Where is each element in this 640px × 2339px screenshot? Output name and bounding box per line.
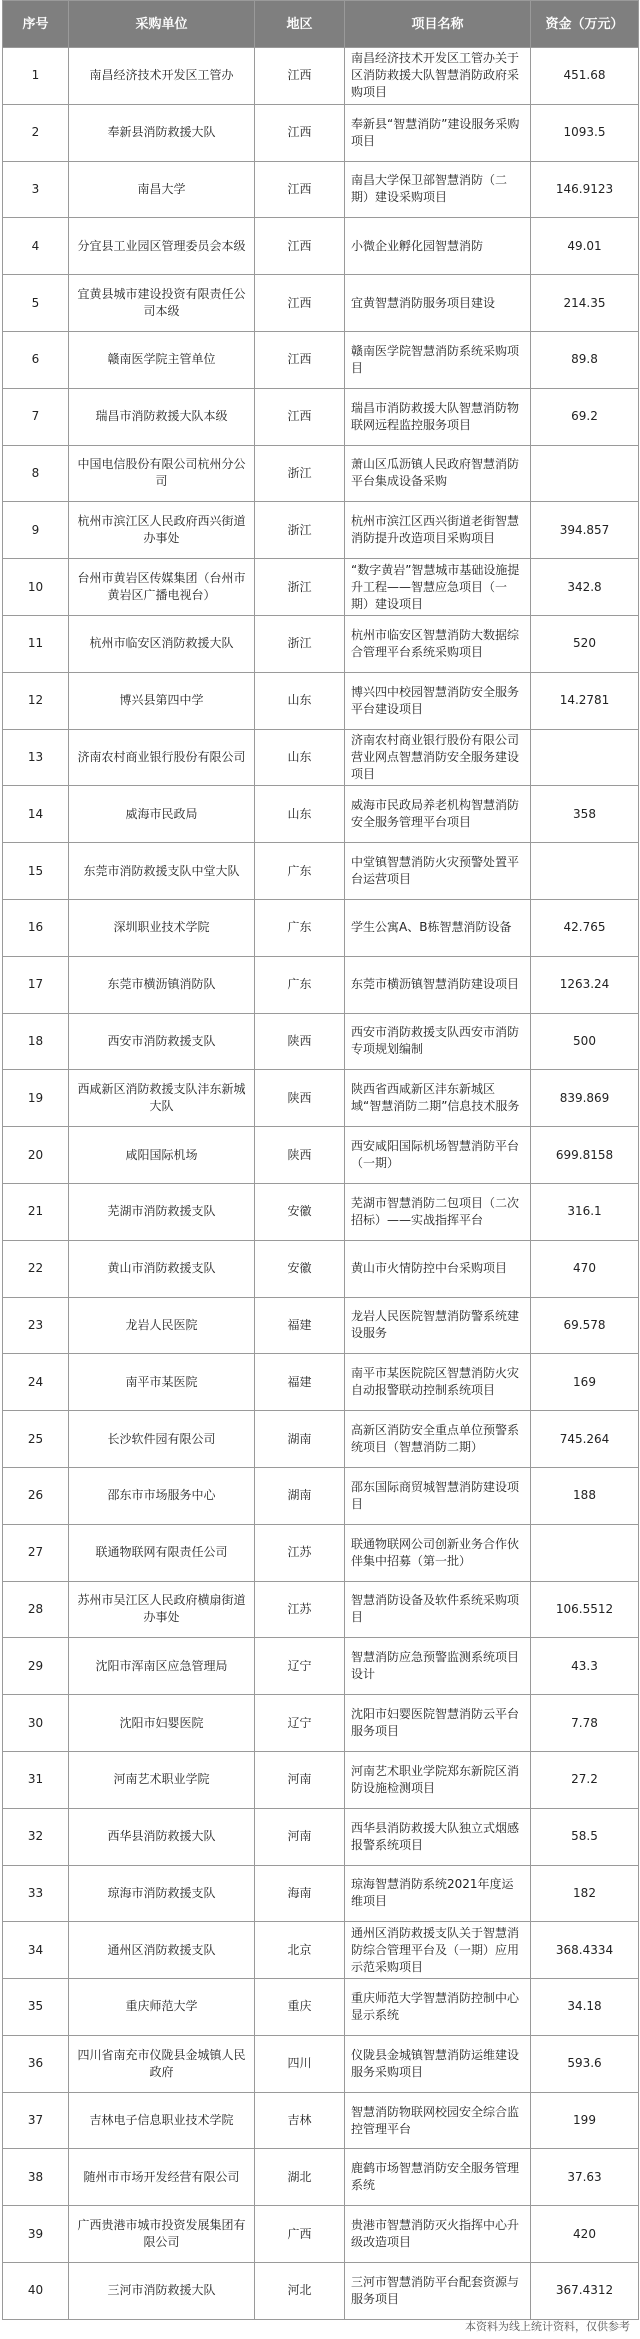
cell-no: 33 [3, 1865, 69, 1922]
cell-region: 福建 [255, 1297, 345, 1354]
cell-project: 黄山市火情防控中台采购项目 [345, 1240, 531, 1297]
cell-unit: 深圳职业技术学院 [69, 899, 255, 956]
cell-project: 西安咸阳国际机场智慧消防平台（一期） [345, 1127, 531, 1184]
table-row [3, 1411, 639, 1468]
cell-no: 26 [3, 1467, 69, 1524]
cell-region: 江西 [255, 275, 345, 332]
cell-no: 6 [3, 331, 69, 388]
cell-project: 通州区消防救援支队关于智慧消防综合管理平台及（一期）应用示范采购项目 [345, 1922, 531, 1979]
cell-no: 16 [3, 899, 69, 956]
cell-unit: 博兴县第四中学 [69, 672, 255, 729]
cell-region: 湖南 [255, 1467, 345, 1524]
procurement-table [2, 0, 639, 2320]
table-row [3, 1695, 639, 1752]
cell-amount: 43.3 [531, 1638, 639, 1695]
table-row [3, 218, 639, 275]
cell-unit: 西安市消防救援支队 [69, 1013, 255, 1070]
cell-amount: 394.857 [531, 502, 639, 559]
cell-amount: 89.8 [531, 331, 639, 388]
cell-unit: 南昌经济技术开发区工管办 [69, 48, 255, 105]
cell-project: 西华县消防救援大队独立式烟感报警系统项目 [345, 1808, 531, 1865]
cell-amount: 58.5 [531, 1808, 639, 1865]
cell-region: 广东 [255, 956, 345, 1013]
cell-no: 3 [3, 161, 69, 218]
cell-amount: 342.8 [531, 559, 639, 616]
cell-project: 河南艺术职业学院郑东新院区消防设施检测项目 [345, 1751, 531, 1808]
cell-amount: 37.63 [531, 2149, 639, 2206]
cell-unit: 吉林电子信息职业技术学院 [69, 2092, 255, 2149]
cell-no: 1 [3, 48, 69, 105]
cell-project: “数字黄岩”智慧城市基础设施提升工程——智慧应急项目（一期）建设项目 [345, 559, 531, 616]
table-row [3, 331, 639, 388]
table-row [3, 275, 639, 332]
cell-no: 12 [3, 672, 69, 729]
table-row [3, 2263, 639, 2320]
cell-no: 38 [3, 2149, 69, 2206]
cell-unit: 东莞市消防救援支队中堂大队 [69, 843, 255, 900]
cell-no: 20 [3, 1127, 69, 1184]
table-row [3, 1354, 639, 1411]
cell-no: 17 [3, 956, 69, 1013]
cell-region: 湖北 [255, 2149, 345, 2206]
table-row [3, 502, 639, 559]
cell-project: 宜黄智慧消防服务项目建设 [345, 275, 531, 332]
table-header [3, 1, 639, 48]
table-row [3, 1524, 639, 1581]
table-row [3, 1922, 639, 1979]
cell-amount: 1093.5 [531, 104, 639, 161]
cell-project: 高新区消防安全重点单位预警系统项目（智慧消防二期） [345, 1411, 531, 1468]
header-unit: 采购单位 [69, 1, 255, 48]
cell-amount: 106.5512 [531, 1581, 639, 1638]
table-row [3, 2035, 639, 2092]
table-row [3, 2092, 639, 2149]
cell-project: 中堂镇智慧消防火灾预警处置平台运营项目 [345, 843, 531, 900]
cell-region: 山东 [255, 729, 345, 786]
cell-unit: 沈阳市浑南区应急管理局 [69, 1638, 255, 1695]
table-row [3, 615, 639, 672]
cell-project: 南昌经济技术开发区工管办关于区消防救援大队智慧消防政府采购项目 [345, 48, 531, 105]
cell-unit: 黄山市消防救援支队 [69, 1240, 255, 1297]
cell-amount: 14.2781 [531, 672, 639, 729]
cell-region: 安徽 [255, 1183, 345, 1240]
table-row [3, 1183, 639, 1240]
cell-project: 芜湖市智慧消防二包项目（二次招标）——实战指挥平台 [345, 1183, 531, 1240]
cell-region: 浙江 [255, 615, 345, 672]
cell-project: 仪陇县金城镇智慧消防运维建设服务采购项目 [345, 2035, 531, 2092]
cell-region: 江西 [255, 48, 345, 105]
cell-region: 广东 [255, 843, 345, 900]
cell-amount: 42.765 [531, 899, 639, 956]
cell-region: 浙江 [255, 502, 345, 559]
cell-no: 40 [3, 2263, 69, 2320]
table-row [3, 1297, 639, 1354]
cell-amount: 188 [531, 1467, 639, 1524]
cell-amount: 520 [531, 615, 639, 672]
cell-project: 杭州市滨江区西兴街道老街智慧消防提升改造项目采购项目 [345, 502, 531, 559]
cell-amount: 199 [531, 2092, 639, 2149]
cell-amount: 420 [531, 2206, 639, 2263]
cell-region: 河南 [255, 1751, 345, 1808]
cell-project: 三河市智慧消防平台配套资源与服务项目 [345, 2263, 531, 2320]
cell-unit: 东莞市横沥镇消防队 [69, 956, 255, 1013]
cell-amount: 214.35 [531, 275, 639, 332]
cell-unit: 济南农村商业银行股份有限公司 [69, 729, 255, 786]
cell-project: 智慧消防物联网校园安全综合监控管理平台 [345, 2092, 531, 2149]
header-region: 地区 [255, 1, 345, 48]
header-row [3, 1, 639, 48]
cell-amount: 593.6 [531, 2035, 639, 2092]
table-row [3, 1013, 639, 1070]
cell-project: 龙岩人民医院智慧消防警系统建设服务 [345, 1297, 531, 1354]
cell-amount: 34.18 [531, 1979, 639, 2036]
cell-no: 9 [3, 502, 69, 559]
cell-region: 江苏 [255, 1581, 345, 1638]
table-row [3, 672, 639, 729]
cell-no: 4 [3, 218, 69, 275]
cell-unit: 联通物联网有限责任公司 [69, 1524, 255, 1581]
table-row [3, 899, 639, 956]
cell-region: 湖南 [255, 1411, 345, 1468]
cell-unit: 瑞昌市消防救援大队本级 [69, 388, 255, 445]
cell-no: 21 [3, 1183, 69, 1240]
cell-no: 28 [3, 1581, 69, 1638]
table-row [3, 1808, 639, 1865]
cell-unit: 西咸新区消防救援支队沣东新城大队 [69, 1070, 255, 1127]
cell-amount: 169 [531, 1354, 639, 1411]
cell-project: 贵港市智慧消防灭火指挥中心升级改造项目 [345, 2206, 531, 2263]
cell-region: 江西 [255, 388, 345, 445]
cell-no: 27 [3, 1524, 69, 1581]
cell-unit: 台州市黄岩区传媒集团（台州市黄岩区广播电视台） [69, 559, 255, 616]
cell-project: 智慧消防应急预警监测系统项目设计 [345, 1638, 531, 1695]
cell-amount: 69.2 [531, 388, 639, 445]
table-row [3, 1240, 639, 1297]
cell-project: 小微企业孵化园智慧消防 [345, 218, 531, 275]
cell-project: 南昌大学保卫部智慧消防（二期）建设采购项目 [345, 161, 531, 218]
cell-amount: 470 [531, 1240, 639, 1297]
cell-no: 10 [3, 559, 69, 616]
cell-region: 辽宁 [255, 1695, 345, 1752]
cell-amount: 146.9123 [531, 161, 639, 218]
cell-project: 萧山区瓜沥镇人民政府智慧消防平台集成设备采购 [345, 445, 531, 502]
cell-unit: 南平市某医院 [69, 1354, 255, 1411]
cell-no: 39 [3, 2206, 69, 2263]
cell-no: 25 [3, 1411, 69, 1468]
cell-no: 19 [3, 1070, 69, 1127]
cell-amount: 316.1 [531, 1183, 639, 1240]
cell-no: 15 [3, 843, 69, 900]
table-row [3, 956, 639, 1013]
cell-amount: 49.01 [531, 218, 639, 275]
cell-region: 四川 [255, 2035, 345, 2092]
cell-project: 赣南医学院智慧消防系统采购项目 [345, 331, 531, 388]
table-row [3, 2206, 639, 2263]
footer-note: 本资料为线上统计资料，仅供参考 [465, 2319, 630, 2333]
cell-project: 东莞市横沥镇智慧消防建设项目 [345, 956, 531, 1013]
cell-project: 琼海智慧消防系统2021年度运维项目 [345, 1865, 531, 1922]
cell-unit: 长沙软件园有限公司 [69, 1411, 255, 1468]
table-row [3, 388, 639, 445]
cell-unit: 宜黄县城市建设投资有限责任公司本级 [69, 275, 255, 332]
header-no: 序号 [3, 1, 69, 48]
cell-no: 14 [3, 786, 69, 843]
table-row [3, 104, 639, 161]
cell-no: 30 [3, 1695, 69, 1752]
cell-region: 浙江 [255, 445, 345, 502]
cell-unit: 咸阳国际机场 [69, 1127, 255, 1184]
cell-amount: 500 [531, 1013, 639, 1070]
cell-region: 江西 [255, 331, 345, 388]
cell-region: 吉林 [255, 2092, 345, 2149]
cell-no: 31 [3, 1751, 69, 1808]
cell-region: 陕西 [255, 1013, 345, 1070]
cell-region: 江西 [255, 218, 345, 275]
cell-amount [531, 729, 639, 786]
cell-no: 23 [3, 1297, 69, 1354]
cell-project: 南平市某医院院区智慧消防火灾自动报警联动控制系统项目 [345, 1354, 531, 1411]
cell-region: 江苏 [255, 1524, 345, 1581]
table-row [3, 1127, 639, 1184]
cell-region: 广西 [255, 2206, 345, 2263]
cell-amount: 27.2 [531, 1751, 639, 1808]
table-row [3, 786, 639, 843]
cell-no: 24 [3, 1354, 69, 1411]
cell-unit: 四川省南充市仪陇县金城镇人民政府 [69, 2035, 255, 2092]
cell-project: 博兴四中校园智慧消防安全服务平台建设项目 [345, 672, 531, 729]
cell-unit: 西华县消防救援大队 [69, 1808, 255, 1865]
cell-region: 山东 [255, 672, 345, 729]
cell-no: 34 [3, 1922, 69, 1979]
cell-region: 海南 [255, 1865, 345, 1922]
cell-unit: 杭州市滨江区人民政府西兴街道办事处 [69, 502, 255, 559]
cell-no: 22 [3, 1240, 69, 1297]
cell-unit: 南昌大学 [69, 161, 255, 218]
cell-region: 陕西 [255, 1070, 345, 1127]
cell-unit: 邵东市市场服务中心 [69, 1467, 255, 1524]
header-amount: 资金（万元） [531, 1, 639, 48]
cell-region: 河南 [255, 1808, 345, 1865]
cell-no: 5 [3, 275, 69, 332]
cell-region: 重庆 [255, 1979, 345, 2036]
cell-no: 11 [3, 615, 69, 672]
header-project: 项目名称 [345, 1, 531, 48]
cell-unit: 奉新县消防救援大队 [69, 104, 255, 161]
cell-no: 2 [3, 104, 69, 161]
cell-amount: 745.264 [531, 1411, 639, 1468]
cell-project: 瑞昌市消防救援大队智慧消防物联网远程监控服务项目 [345, 388, 531, 445]
cell-project: 奉新县“智慧消防”建设服务采购项目 [345, 104, 531, 161]
table-row [3, 1979, 639, 2036]
cell-project: 鹿鹤市场智慧消防安全服务管理系统 [345, 2149, 531, 2206]
cell-unit: 赣南医学院主管单位 [69, 331, 255, 388]
table-row [3, 729, 639, 786]
cell-project: 陕西省西咸新区沣东新城区域“智慧消防二期”信息技术服务 [345, 1070, 531, 1127]
cell-unit: 分宜县工业园区管理委员会本级 [69, 218, 255, 275]
table-row [3, 1865, 639, 1922]
table-row [3, 559, 639, 616]
cell-unit: 河南艺术职业学院 [69, 1751, 255, 1808]
cell-project: 学生公寓A、B栋智慧消防设备 [345, 899, 531, 956]
cell-unit: 随州市市场开发经营有限公司 [69, 2149, 255, 2206]
cell-region: 浙江 [255, 559, 345, 616]
cell-no: 13 [3, 729, 69, 786]
cell-amount: 358 [531, 786, 639, 843]
table-row [3, 1070, 639, 1127]
procurement-sheet [2, 0, 638, 2333]
cell-no: 32 [3, 1808, 69, 1865]
cell-no: 36 [3, 2035, 69, 2092]
cell-region: 广东 [255, 899, 345, 956]
cell-region: 江西 [255, 161, 345, 218]
cell-region: 陕西 [255, 1127, 345, 1184]
cell-no: 35 [3, 1979, 69, 2036]
cell-region: 河北 [255, 2263, 345, 2320]
table-row [3, 48, 639, 105]
cell-amount [531, 1524, 639, 1581]
cell-unit: 芜湖市消防救援支队 [69, 1183, 255, 1240]
cell-unit: 广西贵港市城市投资发展集团有限公司 [69, 2206, 255, 2263]
cell-amount: 368.4334 [531, 1922, 639, 1979]
cell-amount: 367.4312 [531, 2263, 639, 2320]
cell-project: 邵东国际商贸城智慧消防建设项目 [345, 1467, 531, 1524]
cell-amount: 69.578 [531, 1297, 639, 1354]
cell-amount [531, 445, 639, 502]
cell-unit: 重庆师范大学 [69, 1979, 255, 2036]
cell-amount [531, 843, 639, 900]
cell-unit: 通州区消防救援支队 [69, 1922, 255, 1979]
table-row [3, 843, 639, 900]
cell-region: 山东 [255, 786, 345, 843]
cell-no: 7 [3, 388, 69, 445]
cell-no: 8 [3, 445, 69, 502]
cell-no: 18 [3, 1013, 69, 1070]
cell-no: 29 [3, 1638, 69, 1695]
cell-project: 重庆师范大学智慧消防控制中心显示系统 [345, 1979, 531, 2036]
cell-region: 安徽 [255, 1240, 345, 1297]
table-row [3, 445, 639, 502]
cell-unit: 琼海市消防救援支队 [69, 1865, 255, 1922]
cell-unit: 三河市消防救援大队 [69, 2263, 255, 2320]
cell-amount: 7.78 [531, 1695, 639, 1752]
cell-project: 杭州市临安区智慧消防大数据综合管理平台系统采购项目 [345, 615, 531, 672]
cell-amount: 839.869 [531, 1070, 639, 1127]
cell-project: 智慧消防设备及软件系统采购项目 [345, 1581, 531, 1638]
table-row [3, 1467, 639, 1524]
table-row [3, 1751, 639, 1808]
cell-unit: 杭州市临安区消防救援大队 [69, 615, 255, 672]
table-row [3, 1581, 639, 1638]
cell-project: 西安市消防救援支队西安市消防专项规划编制 [345, 1013, 531, 1070]
table-row [3, 2149, 639, 2206]
cell-region: 江西 [255, 104, 345, 161]
cell-unit: 苏州市吴江区人民政府横扇街道办事处 [69, 1581, 255, 1638]
cell-no: 37 [3, 2092, 69, 2149]
cell-amount: 182 [531, 1865, 639, 1922]
cell-project: 济南农村商业银行股份有限公司营业网点智慧消防安全服务建设项目 [345, 729, 531, 786]
table-row [3, 161, 639, 218]
table-row [3, 1638, 639, 1695]
cell-amount: 1263.24 [531, 956, 639, 1013]
cell-unit: 龙岩人民医院 [69, 1297, 255, 1354]
cell-amount: 451.68 [531, 48, 639, 105]
cell-region: 北京 [255, 1922, 345, 1979]
cell-project: 威海市民政局养老机构智慧消防安全服务管理平台项目 [345, 786, 531, 843]
cell-project: 联通物联网公司创新业务合作伙伴集中招募（第一批） [345, 1524, 531, 1581]
cell-region: 辽宁 [255, 1638, 345, 1695]
table-body [3, 48, 639, 2320]
cell-amount: 699.8158 [531, 1127, 639, 1184]
cell-unit: 中国电信股份有限公司杭州分公司 [69, 445, 255, 502]
cell-unit: 沈阳市妇婴医院 [69, 1695, 255, 1752]
cell-region: 福建 [255, 1354, 345, 1411]
cell-project: 沈阳市妇婴医院智慧消防云平台服务项目 [345, 1695, 531, 1752]
cell-unit: 威海市民政局 [69, 786, 255, 843]
